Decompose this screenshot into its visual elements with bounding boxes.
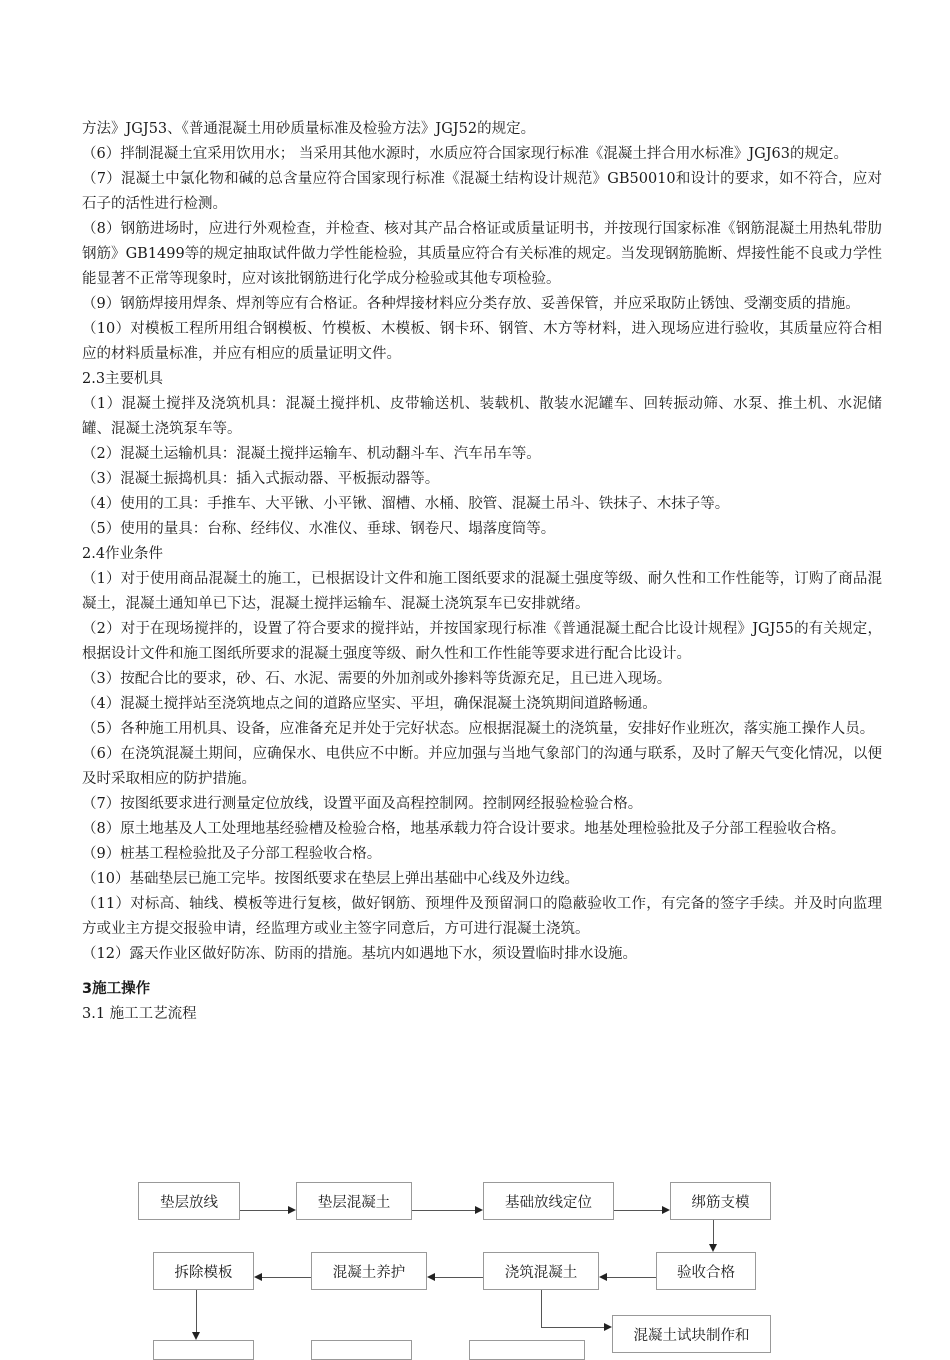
arrow-right-icon: [475, 1206, 483, 1214]
flow-box-cushion-layout: 垫层放线: [138, 1182, 240, 1220]
paragraph: （7）混凝土中氯化物和碱的总含量应符合国家现行标准《混凝土结构设计规范》GB50010和设计的要求，如不符合，应对石子的活性进行检测。: [82, 171, 882, 212]
paragraph: （10）对模板工程所用组合钢模板、竹模板、木模板、钢卡环、钢管、木方等材料，进入现场应进行验收，其质量应符合相应的材料质量标准，并应有相应的质量证明文件。: [82, 321, 882, 362]
flow-connector: [435, 1277, 483, 1278]
paragraph: （9）桩基工程检验批及子分部工程验收合格。: [82, 846, 382, 862]
flow-box-partial: [469, 1340, 585, 1360]
paragraph: （1）混凝土搅拌及浇筑机具：混凝土搅拌机、皮带输送机、装载机、散装水泥罐车、回转振动筛、水泵、推土机、水泥储罐、混凝土浇筑泵车等。: [82, 396, 882, 437]
arrow-right-icon: [288, 1206, 296, 1214]
section-heading: 3施工操作: [82, 981, 151, 997]
paragraph: （7）按图纸要求进行测量定位放线，设置平面及高程控制网。控制网经报验检验合格。: [82, 796, 643, 812]
paragraph: （3）按配合比的要求，砂、石、水泥、需要的外加剂或外掺料等货源充足，且已进入现场。: [82, 671, 672, 687]
flow-connector: [713, 1220, 714, 1244]
flow-connector: [607, 1277, 656, 1278]
flow-box-test-block: 混凝土试块制作和: [612, 1315, 771, 1353]
paragraph: （2）混凝土运输机具：混凝土搅拌运输车、机动翻斗车、汽车吊车等。: [82, 446, 541, 462]
subsection-title: 2.3主要机具: [82, 371, 164, 387]
flow-connector: [196, 1290, 197, 1332]
flow-box-foundation-positioning: 基础放线定位: [483, 1182, 614, 1220]
paragraph: （8）钢筋进场时，应进行外观检查，并检查、核对其产品合格证或质量证明书，并按现行国家标准《钢筋混凝土用热轧带肋钢筋》GB1499等的规定抽取试件做力学性能检验，其质量应符合有关标准的规定。当发现钢筋脆断、焊接性能不良或力学性能显著不正常等现象时，应对该批钢筋进行化学成分检验或其他专项检验。: [82, 221, 882, 287]
arrow-left-icon: [599, 1273, 607, 1281]
arrow-down-icon: [709, 1244, 717, 1252]
flow-connector: [262, 1277, 311, 1278]
flow-box-pour-concrete: 浇筑混凝土: [483, 1252, 599, 1290]
flow-connector: [541, 1290, 542, 1327]
paragraph: （1）对于使用商品混凝土的施工，已根据设计文件和施工图纸要求的混凝土强度等级、耐久性和工作性能等，订购了商品混凝土，混凝土通知单已下达，混凝土搅拌运输车、混凝土浇筑泵车已安排就绪。: [82, 571, 882, 612]
paragraph: （5）使用的量具：台称、经纬仪、水准仪、垂球、钢卷尺、塌落度筒等。: [82, 521, 556, 537]
paragraph: （9）钢筋焊接用焊条、焊剂等应有合格证。各种焊接材料应分类存放、妥善保管，并应采取防止锈蚀、受潮变质的措施。: [82, 296, 860, 312]
paragraph: （10）基础垫层已施工完毕。按图纸要求在垫层上弹出基础中心线及外边线。: [82, 871, 579, 887]
flow-box-remove-formwork: 拆除模板: [153, 1252, 254, 1290]
section-subheading: 3.1 施工工艺流程: [82, 1006, 197, 1022]
paragraph: （6）拌制混凝土宜采用饮用水； 当采用其他水源时，水质应符合国家现行标准《混凝土拌合用水标准》JGJ63的规定。: [82, 146, 848, 162]
arrow-left-icon: [427, 1273, 435, 1281]
flow-connector: [614, 1210, 662, 1211]
arrow-right-icon: [662, 1206, 670, 1214]
flow-connector: [240, 1210, 288, 1211]
arrow-left-icon: [254, 1273, 262, 1281]
paragraph: （8）原土地基及人工处理地基经验槽及检验合格，地基承载力符合设计要求。地基处理检验批及子分部工程验收合格。: [82, 821, 846, 837]
paragraph: （6）在浇筑混凝土期间，应确保水、电供应不中断。并应加强与当地气象部门的沟通与联系，及时了解天气变化情况，以便及时采取相应的防护措施。: [82, 746, 882, 787]
flow-connector: [541, 1327, 604, 1328]
flow-box-partial: [153, 1340, 254, 1360]
paragraph: （12）露天作业区做好防冻、防雨的措施。基坑内如遇地下水，须设置临时排水设施。: [82, 946, 637, 962]
arrow-down-icon: [192, 1332, 200, 1340]
flow-box-rebar-formwork: 绑筋支模: [670, 1182, 771, 1220]
arrow-right-icon: [604, 1323, 612, 1331]
paragraph: 方法》JGJ53、《普通混凝土用砂质量标准及检验方法》JGJ52的规定。: [82, 121, 536, 137]
paragraph: （2）对于在现场搅拌的，设置了符合要求的搅拌站，并按国家现行标准《普通混凝土配合比设计规程》JGJ55的有关规定，根据设计文件和施工图纸所要求的混凝土强度等级、耐久性和工作性能等要求进行配合比设计。: [82, 621, 882, 662]
document-body: [82, 117, 882, 1027]
flow-box-acceptance-passed: 验收合格: [656, 1252, 756, 1290]
paragraph: （5）各种施工用机具、设备，应准备充足并处于完好状态。应根据混凝土的浇筑量，安排好作业班次，落实施工操作人员。: [82, 721, 875, 737]
flow-box-partial: [311, 1340, 412, 1360]
flow-box-cushion-concrete: 垫层混凝土: [296, 1182, 412, 1220]
paragraph: （11）对标高、轴线、模板等进行复核，做好钢筋、预埋件及预留洞口的隐蔽验收工作，有完备的签字手续。并及时向监理方或业主方提交报验申请，经监理方或业主签字同意后，方可进行混凝土浇筑。: [82, 896, 882, 937]
subsection-title: 2.4作业条件: [82, 546, 164, 562]
paragraph: （4）使用的工具：手推车、大平锹、小平锹、溜槽、水桶、胶管、混凝土吊斗、铁抹子、木抹子等。: [82, 496, 730, 512]
paragraph: （4）混凝土搅拌站至浇筑地点之间的道路应坚实、平坦，确保混凝土浇筑期间道路畅通。: [82, 696, 657, 712]
flow-box-concrete-curing: 混凝土养护: [311, 1252, 427, 1290]
paragraph: （3）混凝土振捣机具：插入式振动器、平板振动器等。: [82, 471, 440, 487]
flow-connector: [412, 1210, 475, 1211]
